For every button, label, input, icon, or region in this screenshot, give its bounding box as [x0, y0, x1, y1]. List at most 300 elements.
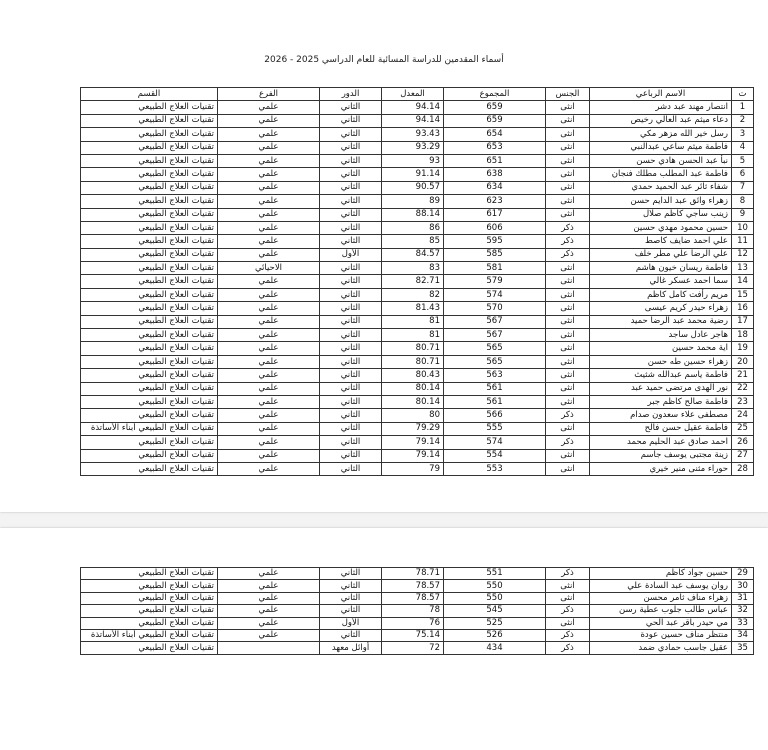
gender-cell: انثى: [546, 395, 590, 408]
gender-cell: انثى: [546, 422, 590, 435]
average-score: 81.43: [382, 302, 444, 315]
exam-round: الثاني: [320, 449, 382, 462]
average-score: 78: [382, 605, 444, 617]
row-number: 28: [732, 462, 754, 475]
average-score: 80: [382, 409, 444, 422]
branch-cell: علمي: [218, 154, 320, 167]
table-row: [81, 302, 754, 315]
average-score: 72: [382, 642, 444, 654]
branch-cell: علمي: [218, 382, 320, 395]
student-name: زهراء حسين طه حسن: [590, 355, 732, 368]
exam-round: الثاني: [320, 128, 382, 141]
applicants-table-page-1: [80, 87, 754, 476]
department-cell: تقنيات العلاج الطبيعي: [81, 342, 218, 355]
header-total: المجموع: [444, 88, 546, 101]
department-cell: تقنيات العلاج الطبيعي: [81, 642, 218, 654]
department-cell: تقنيات العلاج الطبيعي: [81, 114, 218, 127]
row-number: 17: [732, 315, 754, 328]
row-number: 1: [732, 101, 754, 114]
row-number: 11: [732, 235, 754, 248]
branch-cell: علمي: [218, 181, 320, 194]
average-score: 79: [382, 462, 444, 475]
total-score: 434: [444, 642, 546, 654]
department-cell: تقنيات العلاج الطبيعي: [81, 288, 218, 301]
table-row: [81, 101, 754, 114]
total-score: 659: [444, 101, 546, 114]
applicants-table-page-2: [80, 567, 754, 655]
total-score: 579: [444, 275, 546, 288]
gender-cell: انثى: [546, 262, 590, 275]
average-score: 84.57: [382, 248, 444, 261]
total-score: 563: [444, 369, 546, 382]
exam-round: الثاني: [320, 329, 382, 342]
table-row: [81, 369, 754, 382]
row-number: 29: [732, 568, 754, 580]
row-number: 23: [732, 395, 754, 408]
total-score: 526: [444, 629, 546, 641]
department-cell: تقنيات العلاج الطبيعي: [81, 329, 218, 342]
table-row: [81, 382, 754, 395]
exam-round: الثاني: [320, 409, 382, 422]
branch-cell: علمي: [218, 168, 320, 181]
row-number: 5: [732, 154, 754, 167]
student-name: فاطمة ريسان خيون هاشم: [590, 262, 732, 275]
gender-cell: انثى: [546, 355, 590, 368]
exam-round: الثاني: [320, 592, 382, 604]
row-number: 30: [732, 580, 754, 592]
average-score: 93: [382, 154, 444, 167]
table-header-row: [81, 88, 754, 101]
exam-round: الثاني: [320, 114, 382, 127]
branch-cell: علمي: [218, 605, 320, 617]
average-score: 91.14: [382, 168, 444, 181]
department-cell: تقنيات العلاج الطبيعي أبناء الأساتذة: [81, 629, 218, 641]
gender-cell: انثى: [546, 382, 590, 395]
branch-cell: علمي: [218, 221, 320, 234]
exam-round: الثاني: [320, 141, 382, 154]
exam-round: الثاني: [320, 288, 382, 301]
exam-round: الثاني: [320, 262, 382, 275]
gender-cell: انثى: [546, 617, 590, 629]
exam-round: الثاني: [320, 462, 382, 475]
department-cell: تقنيات العلاج الطبيعي: [81, 382, 218, 395]
total-score: 555: [444, 422, 546, 435]
row-number: 8: [732, 195, 754, 208]
department-cell: تقنيات العلاج الطبيعي: [81, 168, 218, 181]
student-name: هاجر عادل ساجد: [590, 329, 732, 342]
table-row: [81, 262, 754, 275]
row-number: 35: [732, 642, 754, 654]
branch-cell: علمي: [218, 449, 320, 462]
total-score: 651: [444, 154, 546, 167]
department-cell: تقنيات العلاج الطبيعي: [81, 275, 218, 288]
table-row: [81, 568, 754, 580]
gender-cell: انثى: [546, 369, 590, 382]
department-cell: تقنيات العلاج الطبيعي: [81, 436, 218, 449]
department-cell: تقنيات العلاج الطبيعي: [81, 617, 218, 629]
row-number: 10: [732, 221, 754, 234]
department-cell: تقنيات العلاج الطبيعي: [81, 605, 218, 617]
gender-cell: انثى: [546, 181, 590, 194]
student-name: مصطفى علاء سعدون صدام: [590, 409, 732, 422]
average-score: 76: [382, 617, 444, 629]
total-score: 550: [444, 592, 546, 604]
gender-cell: انثى: [546, 114, 590, 127]
exam-round: الثاني: [320, 195, 382, 208]
total-score: 566: [444, 409, 546, 422]
gender-cell: انثى: [546, 141, 590, 154]
total-score: 634: [444, 181, 546, 194]
total-score: 659: [444, 114, 546, 127]
branch-cell: علمي: [218, 580, 320, 592]
gender-cell: ذكر: [546, 248, 590, 261]
gender-cell: ذكر: [546, 605, 590, 617]
student-name: زهراء حيدر كريم عيسى: [590, 302, 732, 315]
row-number: 33: [732, 617, 754, 629]
branch-cell: علمي: [218, 462, 320, 475]
total-score: 553: [444, 462, 546, 475]
row-number: 25: [732, 422, 754, 435]
department-cell: تقنيات العلاج الطبيعي: [81, 101, 218, 114]
department-cell: تقنيات العلاج الطبيعي: [81, 369, 218, 382]
branch-cell: علمي: [218, 436, 320, 449]
average-score: 78.71: [382, 568, 444, 580]
department-cell: تقنيات العلاج الطبيعي: [81, 315, 218, 328]
exam-round: الثاني: [320, 208, 382, 221]
total-score: 606: [444, 221, 546, 234]
student-name: زهراء مناف ثامر محسن: [590, 592, 732, 604]
average-score: 93.29: [382, 141, 444, 154]
average-score: 79.14: [382, 449, 444, 462]
student-name: عباس طالب جلوب عطية رسن: [590, 605, 732, 617]
table-row: [81, 288, 754, 301]
exam-round: الثاني: [320, 154, 382, 167]
branch-cell: علمي: [218, 329, 320, 342]
gender-cell: انثى: [546, 128, 590, 141]
exam-round: الثاني: [320, 395, 382, 408]
student-name: فاطمة صالح كاظم جبر: [590, 395, 732, 408]
branch-cell: علمي: [218, 141, 320, 154]
table-row: [81, 409, 754, 422]
row-number: 7: [732, 181, 754, 194]
student-name: اية محمد حسين: [590, 342, 732, 355]
row-number: 3: [732, 128, 754, 141]
total-score: 545: [444, 605, 546, 617]
branch-cell: علمي: [218, 288, 320, 301]
total-score: 551: [444, 568, 546, 580]
row-number: 20: [732, 355, 754, 368]
student-name: علي الرضا علي مطر خلف: [590, 248, 732, 261]
row-number: 2: [732, 114, 754, 127]
table-row: [81, 114, 754, 127]
student-name: نور الهدى مرتضى حميد عبد: [590, 382, 732, 395]
exam-round: الثاني: [320, 355, 382, 368]
gender-cell: انثى: [546, 208, 590, 221]
student-name: دعاء ميثم عبد العالي رخيص: [590, 114, 732, 127]
exam-round: الثاني: [320, 382, 382, 395]
table-row: [81, 275, 754, 288]
gender-cell: انثى: [546, 592, 590, 604]
branch-cell: علمي: [218, 101, 320, 114]
table-row: [81, 141, 754, 154]
student-name: فاطمة ياسم عبدالله شثيث: [590, 369, 732, 382]
table-row: [81, 315, 754, 328]
department-cell: تقنيات العلاج الطبيعي أبناء الأساتذة: [81, 422, 218, 435]
table-row: [81, 462, 754, 475]
branch-cell: علمي: [218, 369, 320, 382]
total-score: 554: [444, 449, 546, 462]
department-cell: تقنيات العلاج الطبيعي: [81, 141, 218, 154]
average-score: 89: [382, 195, 444, 208]
average-score: 80.14: [382, 382, 444, 395]
row-number: 26: [732, 436, 754, 449]
branch-cell: علمي: [218, 395, 320, 408]
student-name: فاطمة عقيل حسن فالح: [590, 422, 732, 435]
department-cell: تقنيات العلاج الطبيعي: [81, 128, 218, 141]
gender-cell: انثى: [546, 342, 590, 355]
exam-round: الثاني: [320, 181, 382, 194]
row-number: 12: [732, 248, 754, 261]
average-score: 79.14: [382, 436, 444, 449]
student-name: مي حيدر باقر عبد الحي: [590, 617, 732, 629]
table-row: [81, 128, 754, 141]
average-score: 93.43: [382, 128, 444, 141]
row-number: 22: [732, 382, 754, 395]
total-score: 570: [444, 302, 546, 315]
table-row: [81, 642, 754, 654]
branch-cell: علمي: [218, 629, 320, 641]
gender-cell: انثى: [546, 315, 590, 328]
exam-round: الثاني: [320, 302, 382, 315]
row-number: 32: [732, 605, 754, 617]
average-score: 85: [382, 235, 444, 248]
student-name: زهراء وائق عبد الدايم حسن: [590, 195, 732, 208]
gender-cell: ذكر: [546, 436, 590, 449]
student-name: عقيل جاسب حمادي ضمد: [590, 642, 732, 654]
table-row: [81, 235, 754, 248]
total-score: 574: [444, 436, 546, 449]
average-score: 81: [382, 315, 444, 328]
total-score: 595: [444, 235, 546, 248]
total-score: 567: [444, 329, 546, 342]
exam-round: الثاني: [320, 342, 382, 355]
gender-cell: انثى: [546, 462, 590, 475]
department-cell: تقنيات العلاج الطبيعي: [81, 154, 218, 167]
row-number: 18: [732, 329, 754, 342]
branch-cell: علمي: [218, 248, 320, 261]
gender-cell: انثى: [546, 168, 590, 181]
branch-cell: علمي: [218, 617, 320, 629]
branch-cell: علمي: [218, 208, 320, 221]
total-score: 525: [444, 617, 546, 629]
gender-cell: ذكر: [546, 221, 590, 234]
student-name: فاطمة ميثم ساعي عبدالنبي: [590, 141, 732, 154]
student-name: روان يوسف عبد السادة علي: [590, 580, 732, 592]
exam-round: الثاني: [320, 568, 382, 580]
exam-round: الأول: [320, 248, 382, 261]
student-name: رضية محمد عبد الرضا حميد: [590, 315, 732, 328]
exam-round: الثاني: [320, 422, 382, 435]
student-name: حوراء مثنى منير خيري: [590, 462, 732, 475]
student-name: حسين جواد كاظم: [590, 568, 732, 580]
department-cell: تقنيات العلاج الطبيعي: [81, 208, 218, 221]
total-score: 585: [444, 248, 546, 261]
exam-round: الثاني: [320, 101, 382, 114]
average-score: 75.14: [382, 629, 444, 641]
average-score: 80.71: [382, 342, 444, 355]
branch-cell: علمي: [218, 422, 320, 435]
average-score: 80.14: [382, 395, 444, 408]
row-number: 31: [732, 592, 754, 604]
header-department: القسم: [81, 88, 218, 101]
table-row: [81, 436, 754, 449]
branch-cell: علمي: [218, 114, 320, 127]
branch-cell: علمي: [218, 195, 320, 208]
exam-round: الثاني: [320, 221, 382, 234]
average-score: 86: [382, 221, 444, 234]
branch-cell: علمي: [218, 128, 320, 141]
table-row: [81, 422, 754, 435]
branch-cell: الاحيائي: [218, 262, 320, 275]
student-name: نبأ عبد الحسن هادي حسن: [590, 154, 732, 167]
total-score: 561: [444, 382, 546, 395]
row-number: 16: [732, 302, 754, 315]
row-number: 6: [732, 168, 754, 181]
table-row: [81, 248, 754, 261]
table-row: [81, 329, 754, 342]
gender-cell: انثى: [546, 288, 590, 301]
branch-cell: علمي: [218, 342, 320, 355]
student-name: فاطمة عبد المطلب مطلك فنجان: [590, 168, 732, 181]
average-score: 82: [382, 288, 444, 301]
total-score: 617: [444, 208, 546, 221]
total-score: 654: [444, 128, 546, 141]
table-row: [81, 355, 754, 368]
department-cell: تقنيات العلاج الطبيعي: [81, 449, 218, 462]
department-cell: تقنيات العلاج الطبيعي: [81, 181, 218, 194]
department-cell: تقنيات العلاج الطبيعي: [81, 248, 218, 261]
branch-cell: علمي: [218, 568, 320, 580]
row-number: 27: [732, 449, 754, 462]
average-score: 90.57: [382, 181, 444, 194]
table-row: [81, 342, 754, 355]
table-row: [81, 592, 754, 604]
total-score: 574: [444, 288, 546, 301]
department-cell: تقنيات العلاج الطبيعي: [81, 221, 218, 234]
gender-cell: انثى: [546, 329, 590, 342]
average-score: 88.14: [382, 208, 444, 221]
student-name: منتظر مناف حسين عودة: [590, 629, 732, 641]
row-number: 9: [732, 208, 754, 221]
exam-round: الأول: [320, 617, 382, 629]
exam-round: الثاني: [320, 315, 382, 328]
row-number: 15: [732, 288, 754, 301]
table-body: [81, 101, 754, 476]
total-score: 550: [444, 580, 546, 592]
average-score: 83: [382, 262, 444, 275]
student-name: سما احمد عسكر غالي: [590, 275, 732, 288]
row-number: 14: [732, 275, 754, 288]
department-cell: تقنيات العلاج الطبيعي: [81, 580, 218, 592]
department-cell: تقنيات العلاج الطبيعي: [81, 262, 218, 275]
student-name: علي احمد ضايف كاصط: [590, 235, 732, 248]
branch-cell: علمي: [218, 275, 320, 288]
department-cell: تقنيات العلاج الطبيعي: [81, 395, 218, 408]
row-number: 24: [732, 409, 754, 422]
table-row: [81, 168, 754, 181]
exam-round: الثاني: [320, 605, 382, 617]
average-score: 80.43: [382, 369, 444, 382]
branch-cell: علمي: [218, 235, 320, 248]
table-row: [81, 395, 754, 408]
table-row: [81, 154, 754, 167]
row-number: 19: [732, 342, 754, 355]
exam-round: الثاني: [320, 436, 382, 449]
exam-round: الثاني: [320, 235, 382, 248]
exam-round: الثاني: [320, 629, 382, 641]
header-branch: الفرع: [218, 88, 320, 101]
branch-cell: علمي: [218, 592, 320, 604]
student-name: احمد صادق عبد الحليم محمد: [590, 436, 732, 449]
table-row: [81, 221, 754, 234]
row-number: 4: [732, 141, 754, 154]
average-score: 82.71: [382, 275, 444, 288]
page-title: أسماء المقدمين للدراسة المسائية للعام الدراسي 2025 - 2026: [264, 55, 504, 65]
gender-cell: ذكر: [546, 409, 590, 422]
branch-cell: [218, 642, 320, 654]
total-score: 653: [444, 141, 546, 154]
table-row: [81, 449, 754, 462]
total-score: 623: [444, 195, 546, 208]
exam-round: الثاني: [320, 369, 382, 382]
student-name: زينة مجتبى يوسف جاسم: [590, 449, 732, 462]
department-cell: تقنيات العلاج الطبيعي: [81, 195, 218, 208]
total-score: 567: [444, 315, 546, 328]
student-name: حسين محمود مهدي حسين: [590, 221, 732, 234]
exam-round: الثاني: [320, 580, 382, 592]
gender-cell: انثى: [546, 302, 590, 315]
branch-cell: علمي: [218, 409, 320, 422]
total-score: 638: [444, 168, 546, 181]
gender-cell: انثى: [546, 195, 590, 208]
table-row: [81, 208, 754, 221]
department-cell: تقنيات العلاج الطبيعي: [81, 592, 218, 604]
row-number: 13: [732, 262, 754, 275]
gender-cell: انثى: [546, 275, 590, 288]
total-score: 581: [444, 262, 546, 275]
table-row: [81, 629, 754, 641]
department-cell: تقنيات العلاج الطبيعي: [81, 568, 218, 580]
average-score: 78.57: [382, 580, 444, 592]
department-cell: تقنيات العلاج الطبيعي: [81, 409, 218, 422]
student-name: شفاء ثائر عبد الحميد حمدي: [590, 181, 732, 194]
table-row: [81, 605, 754, 617]
exam-round: الثاني: [320, 275, 382, 288]
total-score: 561: [444, 395, 546, 408]
student-name: انتصار مهند عبد دشر: [590, 101, 732, 114]
gender-cell: ذكر: [546, 235, 590, 248]
average-score: 79.29: [382, 422, 444, 435]
table-row: [81, 195, 754, 208]
row-number: 34: [732, 629, 754, 641]
gender-cell: انثى: [546, 101, 590, 114]
average-score: 94.14: [382, 101, 444, 114]
average-score: 94.14: [382, 114, 444, 127]
gender-cell: ذكر: [546, 642, 590, 654]
table-row: [81, 580, 754, 592]
header-gender: الجنس: [546, 88, 590, 101]
header-round: الدور: [320, 88, 382, 101]
